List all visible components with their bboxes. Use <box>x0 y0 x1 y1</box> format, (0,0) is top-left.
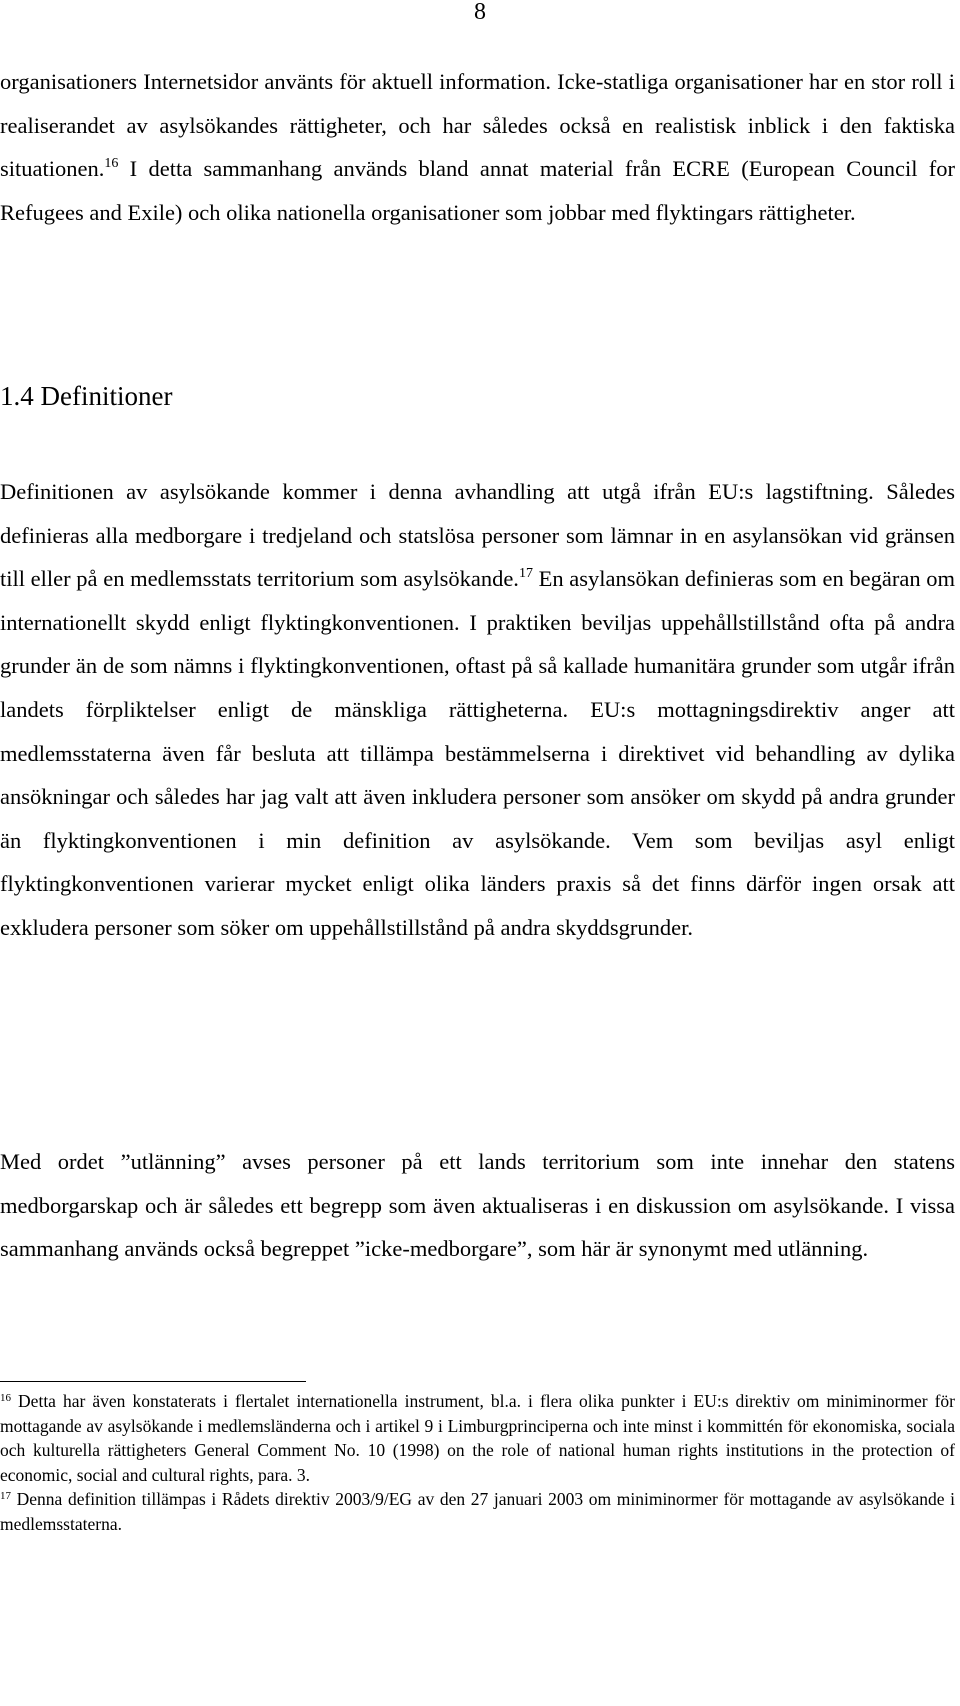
footnote-17 <box>0 1487 955 1536</box>
footnote-text: Denna definition tillämpas i Rådets direktiv 2003/9/EG av den 27 januari 2003 om miniminormer för mottagande av asylsökande i medlemsstaterna. <box>0 1489 955 1534</box>
footnote-reference-16[interactable]: 16 <box>104 156 119 172</box>
paragraph-text: En asylansökan definieras som en begäran om internationellt skydd enligt flyktingkonventionen. I praktiken beviljas uppehållstillstånd ofta på andra grunder än de som nämns i flyktingkonventionen, oftast på så kallade humanitära grunder som utgår ifrån landets förpliktelser enligt de mänskliga rättigheterna. EU:s mottagningsdirektiv anger att medlemsstaterna även får besluta att tillämpa bestämmelserna i direktivet vid behandling av dylika ansökningar och således har jag valt att även inkludera personer som ansöker om skydd på andra grunder än flyktingkonventionen i min definition av asylsökande. Vem som beviljas asyl enligt flyktingkonventionen varierar mycket enligt olika länders praxis så det finns därför ingen orsak att exkludera personer som söker om uppehållstillstånd på andra skyddsgrunder. <box>0 566 955 940</box>
body-paragraph-2 <box>0 470 955 950</box>
body-paragraph-3: Med ordet ”utlänning” avses personer på ett lands territorium som inte innehar den statens medborgarskap och är således ett begrepp som även aktualiseras i en diskussion om asylsökande. I vissa sammanhang används också begreppet ”icke-medborgare”, som här är synonymt med utlänning. <box>0 1149 955 1262</box>
footnote-separator <box>0 1381 306 1382</box>
body-paragraph-1 <box>0 60 955 234</box>
footnote-text: Detta har även konstaterats i flertalet internationella instrument, bl.a. i flera olika punkter i EU:s direktiv om miniminormer för mottagande av asylsökande i medlemsländerna och i artikel 9 i Limburgprinciperna och inte minst i kommittén för ekonomiska, sociala och kulturella rättigheters General Comment No. 10 (1998) on the role of national human rights institutions in the protection of economic, social and cultural rights, para. 3. <box>0 1391 955 1485</box>
footnote-number: 16 <box>0 1392 11 1404</box>
paragraph-text: I detta sammanhang används bland annat material från ECRE (European Council for Refugees and Exile) och olika nationella organisationer som jobbar med flyktingars rättigheter. <box>0 156 955 225</box>
footnote-reference-17[interactable]: 17 <box>518 566 533 582</box>
page-number: 8 <box>474 0 486 25</box>
footnote-number: 17 <box>0 1490 11 1502</box>
footnotes-section <box>0 1389 955 1536</box>
section-heading: 1.4 Definitioner <box>0 381 173 411</box>
footnote-16 <box>0 1389 955 1487</box>
paragraph-text: Definitionen av asylsökande kommer i denna avhandling att utgå ifrån EU:s lagstiftning. Således definieras alla medborgare i tredjeland och statslösa personer som lämnar in en asylansökan vid gränsen till eller på en medlemsstats territorium som asylsökande. <box>0 479 955 592</box>
paragraph-text: organisationers Internetsidor använts för aktuell information. Icke-statliga organisationer har en stor roll i realiserandet av asylsökandes rättigheter, och har således också en realistisk inblick i den faktiska situationen. <box>0 69 955 182</box>
